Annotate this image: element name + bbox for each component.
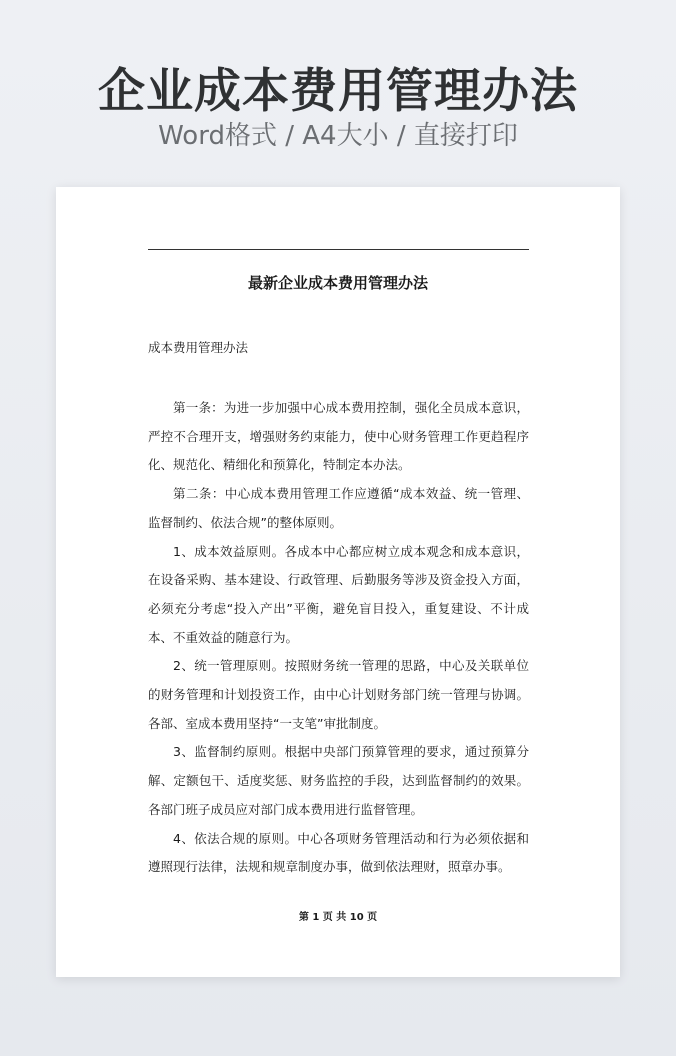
- page-number: 第 1 页 共 10 页: [298, 912, 378, 923]
- document-subheading: 成本费用管理办法: [148, 340, 249, 355]
- banner-subtitle: Word格式 / A4大小 / 直接打印: [158, 121, 518, 151]
- document-page: [56, 187, 620, 977]
- header-rule: [148, 249, 529, 250]
- principle-3-paragraph: 3、监督制约原则。根据中央部门预算管理的要求，通过预算分解、定额包干、适度奖惩、财务监控的手段，达到监督制约的效果。各部门班子成员应对部门成本费用进行监督管理。: [148, 744, 529, 817]
- principle-4-paragraph: 4、依法合规的原则。中心各项财务管理活动和行为必须依据和遵照现行法律，法规和规章制度办事，做到依法理财，照章办事。: [148, 830, 529, 875]
- principle-2-paragraph: 2、统一管理原则。按照财务统一管理的思路，中心及关联单位的财务管理和计划投资工作，由中心计划财务部门统一管理与协调。各部、室成本费用坚持“一支笔”审批制度。: [148, 658, 529, 731]
- document-title: 最新企业成本费用管理办法: [247, 274, 428, 292]
- article-2-paragraph: 第二条：中心成本费用管理工作应遵循“成本效益、统一管理、监督制约、依法合规”的整体原则。: [148, 486, 529, 530]
- principle-1-paragraph: 1、成本效益原则。各成本中心都应树立成本观念和成本意识，在设备采购、基本建设、行政管理、后勤服务等涉及资金投入方面，必须充分考虑“投入产出”平衡，避免盲目投入，重复建设、不计成本、不重效益的随意行为。: [148, 543, 529, 645]
- banner-title: 企业成本费用管理办法: [98, 64, 578, 119]
- document-body: [148, 394, 529, 882]
- article-1-paragraph: 第一条：为进一步加强中心成本费用控制，强化全员成本意识，严控不合理开支，增强财务约束能力，使中心财务管理工作更趋程序化、规范化、精细化和预算化，特制定本办法。: [148, 400, 529, 473]
